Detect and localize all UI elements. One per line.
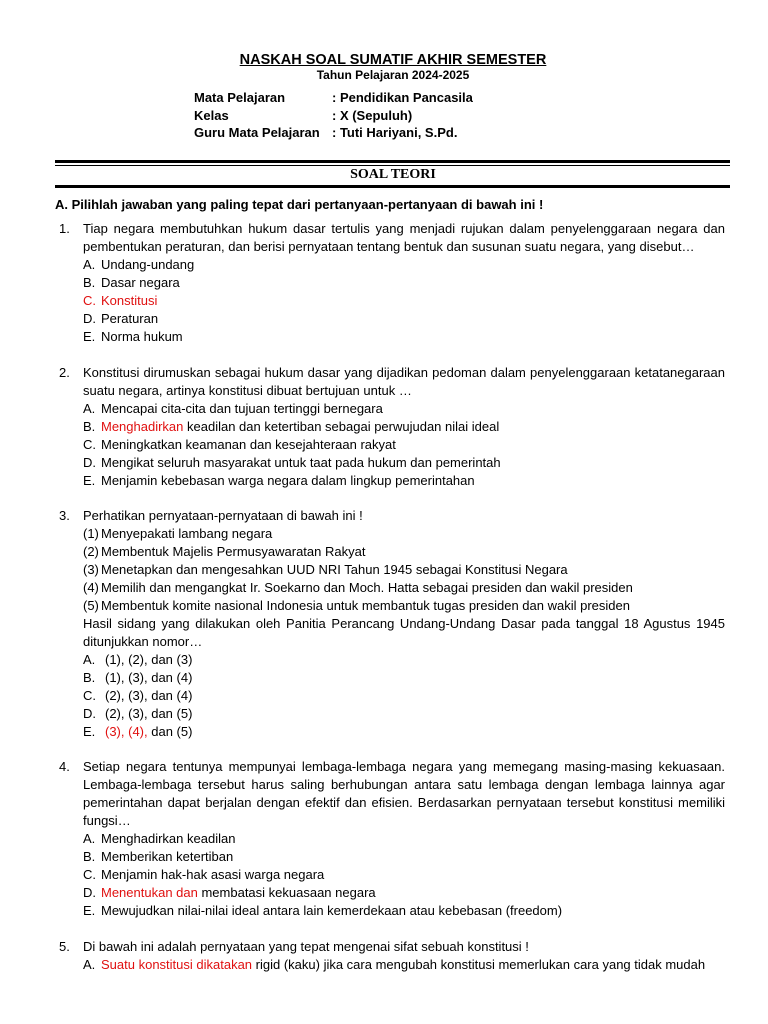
option-text: (2), (3), dan (4) <box>105 688 193 703</box>
question-2 <box>59 364 725 490</box>
answer-option <box>83 292 725 310</box>
option-text: (2), (3), dan (5) <box>105 706 193 721</box>
section-a-instruction: A. Pilihlah jawaban yang paling tepat dari pertanyaan-pertanyaan di bawah ini ! <box>55 197 544 212</box>
meta-teacher: Guru Mata Pelajaran : Tuti Hariyani, S.Pd. <box>194 125 458 140</box>
statement-text: Memilih dan mengangkat Ir. Soekarno dan Moch. Hatta sebagai presiden dan wakil presiden <box>101 580 633 595</box>
option-letter: E. <box>83 903 96 918</box>
highlighted-answer-text: (3), (4), <box>105 724 148 739</box>
answer-option <box>83 436 725 454</box>
option-letter: C. <box>83 293 96 308</box>
option-text: Dasar negara <box>101 275 180 290</box>
divider-top <box>55 160 730 163</box>
statement-item <box>83 579 725 597</box>
question-text: Perhatikan pernyataan-pernyataan di bawah ini ! <box>83 508 363 523</box>
option-letter: D. <box>83 706 96 721</box>
question-4 <box>59 758 725 920</box>
question-text-continued: Hasil sidang yang dilakukan oleh Panitia Perancang Undang-Undang Dasar pada tanggal 18 Agustus 1945 ditunjukkan nomor… <box>83 616 725 649</box>
option-letter: D. <box>83 885 96 900</box>
answer-option <box>83 310 725 328</box>
highlighted-answer-text: Suatu konstitusi dikatakan <box>101 957 253 972</box>
option-letter: A. <box>83 831 96 846</box>
question-body <box>83 758 725 920</box>
meta-subject: Mata Pelajaran : Pendidikan Pancasila <box>194 90 473 105</box>
divider-top-thin <box>55 165 730 166</box>
answer-option <box>83 723 725 741</box>
option-text: Peraturan <box>101 311 159 326</box>
option-text: Norma hukum <box>101 329 183 344</box>
question-text: Konstitusi dirumuskan sebagai hukum dasar yang dijadikan pedoman dalam penyelenggaraan ketatanegaraan suatu negara, artinya konstitusi dibuat bertujuan untuk … <box>83 365 725 398</box>
school-year: Tahun Pelajaran 2024-2025 <box>316 68 470 82</box>
statement-item <box>83 597 725 615</box>
answer-option <box>83 669 725 687</box>
option-letter: B. <box>83 670 96 685</box>
answer-option <box>83 705 725 723</box>
question-body <box>83 938 725 974</box>
answer-option <box>83 651 725 669</box>
answer-option <box>83 884 725 902</box>
question-text: Setiap negara tentunya mempunyai lembaga-lembaga negara yang memegang masing-masing kekuasaan. Lembaga-lembaga tersebut harus saling berhubungan antara satu lembaga dengan lembaga lainnya agar pemerintahan dapat berjalan dengan efektif dan efisien. Berdasarkan pernyataan tersebut konstitusi memiliki fungsi… <box>83 759 725 828</box>
answer-option <box>83 328 725 346</box>
question-number: 4. <box>59 759 70 774</box>
statement-number: (4) <box>83 580 99 595</box>
option-text: Mengikat seluruh masyarakat untuk taat pada hukum dan pemerintah <box>101 455 501 470</box>
option-text: membatasi kekuasaan negara <box>197 885 376 900</box>
answer-option <box>83 256 725 274</box>
option-text: Menghadirkan keadilan <box>101 831 236 846</box>
option-text: dan (5) <box>147 724 193 739</box>
question-number: 3. <box>59 508 70 523</box>
question-number: 5. <box>59 939 70 954</box>
option-text: Menjamin hak-hak asasi warga negara <box>101 867 325 882</box>
option-text: Memberikan ketertiban <box>101 849 234 864</box>
answer-option <box>83 902 725 920</box>
question-number: 2. <box>59 365 70 380</box>
option-text: Menjamin kebebasan warga negara dalam lingkup pemerintahan <box>101 473 475 488</box>
section-title: SOAL TEORI <box>350 167 436 182</box>
option-text: Mewujudkan nilai-nilai ideal antara lain kemerdekaan atau kebebasan (freedom) <box>101 903 563 918</box>
option-letter: C. <box>83 437 96 452</box>
statement-number: (1) <box>83 526 99 541</box>
answer-option <box>83 400 725 418</box>
statement-text: Menetapkan dan mengesahkan UUD NRI Tahun 1945 sebagai Konstitusi Negara <box>101 562 568 577</box>
statement-number: (3) <box>83 562 99 577</box>
question-text: Tiap negara membutuhkan hukum dasar tertulis yang menjadi rujukan dalam penyelenggaraan negara dan pembentukan peraturan, dan berisi pernyataan tentang bentuk dan susunan suatu negara, yang disebut… <box>83 221 725 254</box>
highlighted-answer-text: Menentukan dan <box>101 885 198 900</box>
divider-bottom <box>55 185 730 188</box>
meta-class: Kelas : X (Sepuluh) <box>194 108 413 123</box>
option-text: (1), (2), dan (3) <box>105 652 193 667</box>
question-text: Di bawah ini adalah pernyataan yang tepat mengenai sifat sebuah konstitusi ! <box>83 939 529 954</box>
question-3 <box>59 507 725 741</box>
answer-option <box>83 687 725 705</box>
statement-text: Menyepakati lambang negara <box>101 526 273 541</box>
answer-option <box>83 866 725 884</box>
statement-item <box>83 525 725 543</box>
option-text: Undang-undang <box>101 257 195 272</box>
document-title: NASKAH SOAL SUMATIF AKHIR SEMESTER <box>239 52 547 68</box>
answer-option <box>83 454 725 472</box>
question-1 <box>59 220 725 346</box>
option-letter: D. <box>83 455 96 470</box>
highlighted-answer-text: Menghadirkan <box>101 419 184 434</box>
option-letter: E. <box>83 724 96 739</box>
option-letter: B. <box>83 849 96 864</box>
option-letter: B. <box>83 275 96 290</box>
answer-option <box>83 274 725 292</box>
answer-option <box>83 848 725 866</box>
option-letter: D. <box>83 311 96 326</box>
highlighted-answer-text: Konstitusi <box>101 293 158 308</box>
question-body <box>83 220 725 346</box>
option-letter: A. <box>83 957 96 972</box>
question-body <box>83 507 725 741</box>
option-letter: A. <box>83 401 96 416</box>
option-letter: C. <box>83 688 96 703</box>
statement-number: (2) <box>83 544 99 559</box>
option-letter: A. <box>83 257 96 272</box>
option-letter: C. <box>83 867 96 882</box>
option-text: Mencapai cita-cita dan tujuan tertinggi bernegara <box>101 401 383 416</box>
option-letter: E. <box>83 473 96 488</box>
statement-item <box>83 561 725 579</box>
option-text: keadilan dan ketertiban sebagai perwujudan nilai ideal <box>183 419 500 434</box>
question-5 <box>59 938 725 974</box>
answer-option <box>83 472 725 490</box>
answer-option <box>83 956 725 974</box>
option-letter: B. <box>83 419 96 434</box>
option-letter: A. <box>83 652 96 667</box>
question-body <box>83 364 725 490</box>
answer-option <box>83 418 725 436</box>
answer-option <box>83 830 725 848</box>
option-text: (1), (3), dan (4) <box>105 670 193 685</box>
statement-text: Membentuk Majelis Permusyawaratan Rakyat <box>101 544 366 559</box>
statement-item <box>83 543 725 561</box>
option-text: rigid (kaku) jika cara mengubah konstitusi memerlukan cara yang tidak mudah <box>252 957 706 972</box>
option-letter: E. <box>83 329 96 344</box>
statement-number: (5) <box>83 598 99 613</box>
statement-text: Membentuk komite nasional Indonesia untuk membantuk tugas presiden dan wakil presiden <box>101 598 630 613</box>
option-text: Meningkatkan keamanan dan kesejahteraan rakyat <box>101 437 396 452</box>
question-number: 1. <box>59 221 70 236</box>
